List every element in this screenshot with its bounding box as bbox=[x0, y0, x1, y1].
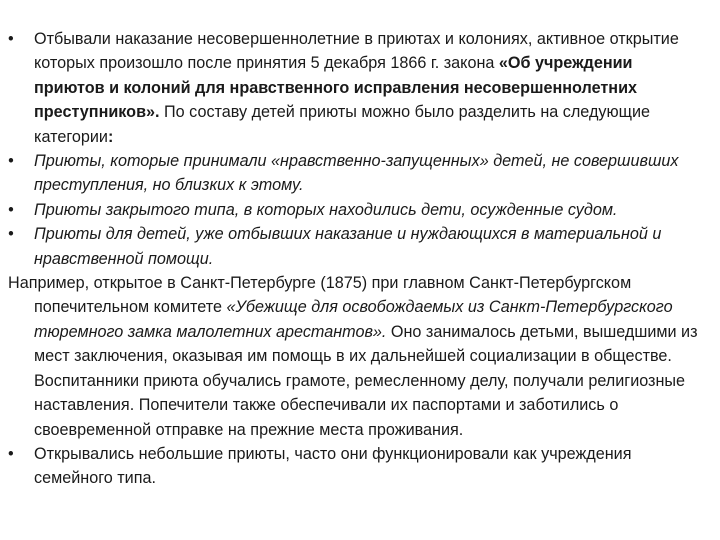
text-segment: Например, открытое в Санкт-Петербурге (1875) при главном Санкт-Петербургском попечительном комитете bbox=[8, 274, 632, 317]
bullet-marker: • bbox=[8, 444, 14, 463]
bullet-marker: • bbox=[8, 200, 14, 219]
bullet-juvenile-shelters bbox=[8, 27, 702, 149]
category-text: Приюты для детей, уже отбывших наказание и нуждающихся в материальной и нравственной помощи. bbox=[34, 225, 662, 268]
category-text: Приюты, которые принимали «нравственно-запущенных» детей, не совершивших преступления, но близких к этому. bbox=[34, 152, 679, 195]
text-segment: Открывались небольшие приюты, часто они функционировали как учреждения семейного типа. bbox=[34, 444, 632, 488]
bullet-marker: • bbox=[8, 225, 14, 244]
bullet-category-closed bbox=[8, 198, 702, 222]
example-paragraph bbox=[8, 271, 702, 442]
bullet-category-released bbox=[8, 222, 702, 271]
shelter-name: «Убежище для освобождаемых из Санкт-Петербургского тюремного замка малолетних арестантов». bbox=[34, 298, 673, 341]
text-segment: По составу детей приюты можно было разделить на следующие категории bbox=[34, 103, 650, 146]
bullet-category-neglected bbox=[8, 149, 702, 198]
bullet-small-shelters bbox=[8, 442, 702, 491]
text-segment: Оно занималось детьми, вышедшими из мест заключения, оказывая им помощь в их дальнейшей социализации в обществе. Воспитанники приюта обучались грамоте, ремесленному делу, получали религиозные наставления. Попечители также обеспечивали их паспортами и заботились о своевременной отправке на прежние места проживания. bbox=[34, 322, 698, 439]
bullet-marker: • bbox=[8, 152, 14, 171]
law-title: «Об учреждении приютов и колоний для нравственного исправления несовершеннолетних преступников». bbox=[34, 54, 638, 122]
bullet-marker: • bbox=[8, 30, 14, 48]
category-text: Приюты закрытого типа, в которых находились дети, осужденные судом. bbox=[34, 200, 618, 219]
text-segment: : bbox=[107, 127, 114, 146]
text-segment: Отбывали наказание несовершеннолетние в приютах и колониях, активное открытие которых произошло после принятия 5 декабря 1866 г. закона bbox=[34, 30, 679, 73]
